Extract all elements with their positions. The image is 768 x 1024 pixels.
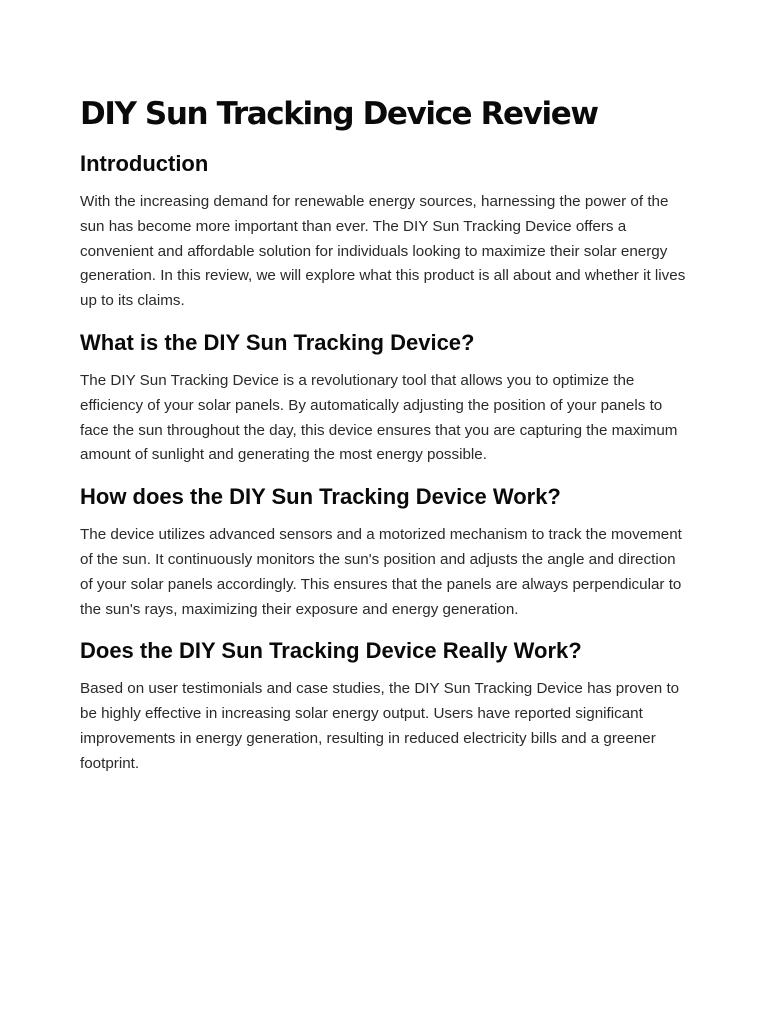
section-introduction — [80, 149, 690, 314]
section-paragraph: The device utilizes advanced sensors and a motorized mechanism to track the movement of the sun. It continuously monitors the sun's position and adjusts the angle and direction of your solar panels accordingly. This ensures that the panels are always perpendicular to the sun's rays, maximizing their exposure and energy generation. — [80, 526, 682, 618]
document-title: DIY Sun Tracking Device Review — [80, 96, 598, 132]
section-paragraph: The DIY Sun Tracking Device is a revolutionary tool that allows you to optimize the efficiency of your solar panels. By automatically adjusting the position of your panels to face the sun throughout the day, this device ensures that you are capturing the maximum amount of sunlight and generating the most energy possible. — [80, 371, 678, 464]
section-what-is — [80, 328, 690, 468]
section-heading: How does the DIY Sun Tracking Device Work? — [80, 484, 561, 510]
section-does-it-work — [80, 636, 690, 776]
section-how-it-works — [80, 482, 690, 622]
document-page — [80, 92, 690, 791]
section-heading: Introduction — [80, 151, 209, 176]
section-paragraph: Based on user testimonials and case studies, the DIY Sun Tracking Device has proven to be highly effective in increasing solar energy output. Users have reported significant improvements in energy generation, resulting in reduced electricity bills and a greener footprint. — [80, 680, 680, 772]
section-heading: Does the DIY Sun Tracking Device Really Work? — [80, 638, 582, 664]
section-heading: What is the DIY Sun Tracking Device? — [80, 329, 475, 355]
section-paragraph: With the increasing demand for renewable energy sources, harnessing the power of the sun has become more important than ever. The DIY Sun Tracking Device offers a convenient and affordable solution for individuals looking to maximize their solar energy generation. In this review, we will explore what this product is all about and whether it lives up to its claims. — [80, 193, 686, 310]
